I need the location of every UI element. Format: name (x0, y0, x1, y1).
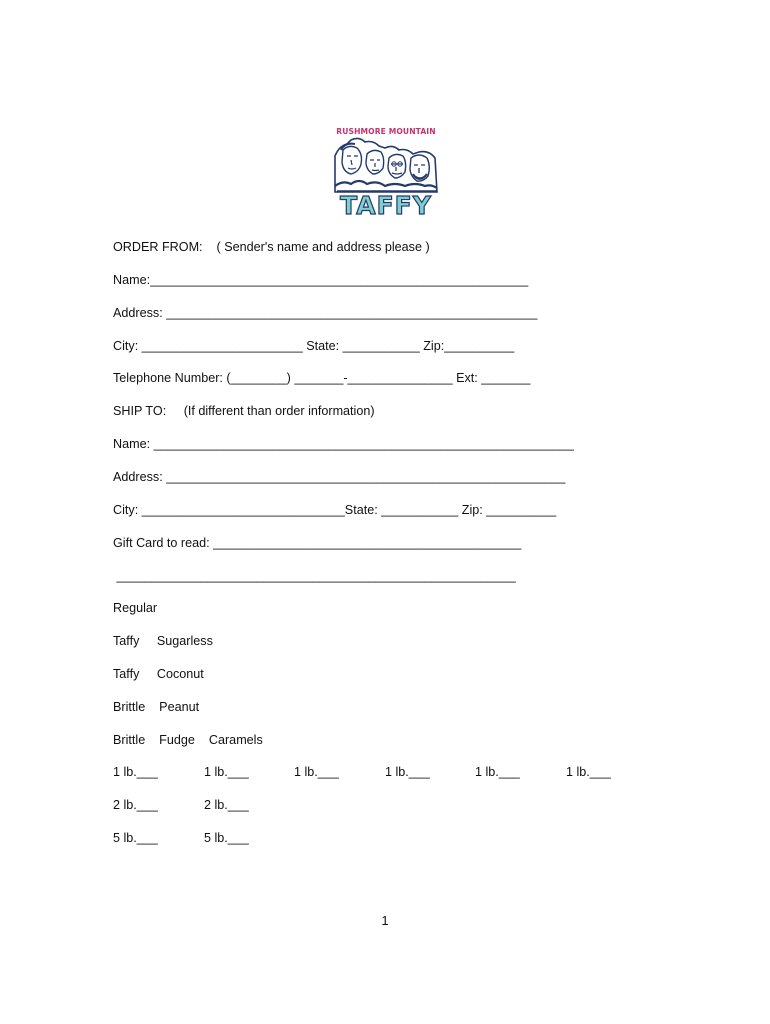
quantity-field[interactable]: 1 lb.___ (294, 765, 339, 779)
quantity-field[interactable]: 2 lb.___ (204, 798, 249, 812)
order-from-heading: ORDER FROM: ( Sender's name and address please ) (113, 240, 430, 254)
quantity-field[interactable]: 2 lb.___ (113, 798, 158, 812)
telephone-field[interactable]: Telephone Number: (________) _______-_______________ Ext: _______ (113, 371, 531, 385)
product-line: Taffy Coconut (113, 667, 204, 681)
page-number: 1 (381, 913, 389, 928)
product-line: Regular (113, 601, 158, 615)
quantity-field[interactable]: 1 lb.___ (475, 765, 520, 779)
ship-address-field[interactable]: Address: _________________________________________________________ (113, 470, 566, 484)
gift-card-field-line2[interactable]: _________________________________________________________ (113, 569, 516, 583)
quantity-row-5lb (113, 830, 249, 878)
quantity-field[interactable]: 1 lb.___ (113, 765, 158, 779)
product-line: Brittle Peanut (113, 700, 200, 714)
quantity-field[interactable]: 1 lb.___ (385, 765, 430, 779)
rushmore-taffy-logo (331, 124, 441, 220)
ship-to-heading: SHIP TO: (If different than order information) (113, 404, 375, 418)
logo-bottom-text: TAFFY (340, 191, 432, 220)
quantity-field[interactable]: 1 lb.___ (204, 765, 249, 779)
product-line: Brittle Fudge Caramels (113, 733, 263, 747)
order-address-field[interactable]: Address: _____________________________________________________ (113, 306, 538, 320)
quantity-field[interactable]: 1 lb.___ (566, 765, 611, 779)
quantity-field[interactable]: 5 lb.___ (113, 831, 158, 845)
ship-city-state-zip-field[interactable]: City: _____________________________State: ___________ Zip: __________ (113, 503, 557, 517)
order-name-field[interactable]: Name:______________________________________________________ (113, 273, 529, 287)
quantity-field[interactable]: 5 lb.___ (204, 831, 249, 845)
gift-card-field[interactable]: Gift Card to read: ____________________________________________ (113, 536, 522, 550)
logo-top-text: RUSHMORE MOUNTAIN (336, 127, 436, 136)
ship-name-field[interactable]: Name: ____________________________________________________________ (113, 437, 574, 451)
mount-rushmore-illustration (333, 136, 439, 194)
product-line: Taffy Sugarless (113, 634, 213, 648)
order-city-state-zip-field[interactable]: City: _______________________ State: ___________ Zip:__________ (113, 339, 515, 353)
